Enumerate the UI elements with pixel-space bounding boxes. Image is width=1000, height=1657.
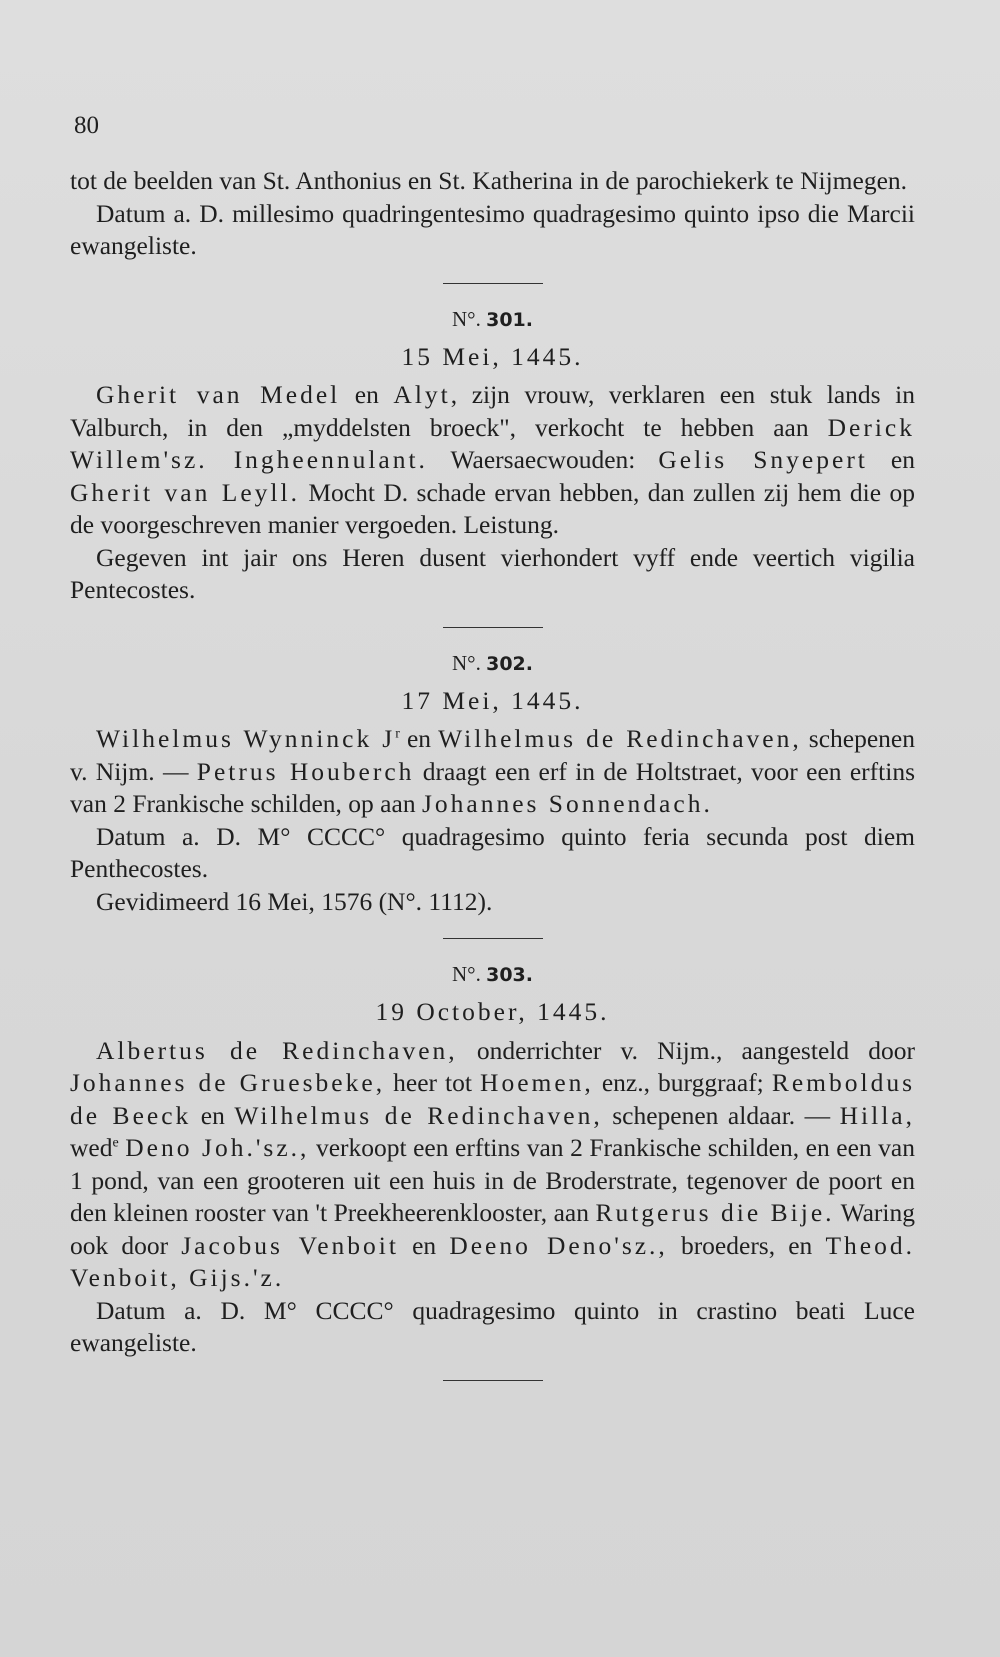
person-name: Alyt: [393, 380, 451, 409]
entry-date: 19 October, 1445.: [375, 997, 610, 1026]
text: schepenen aldaar. —: [602, 1100, 840, 1130]
entry-number-value: 301.: [486, 308, 533, 331]
entry-paragraph: [70, 1035, 915, 1295]
entry-paragraph: [70, 379, 915, 542]
section-divider: [443, 938, 543, 939]
text: schepenen v. Nijm. —: [70, 724, 915, 786]
person-name: Gherit van Leyll.: [70, 477, 300, 507]
intro-text: tot de beelden van St. Anthonius en St. Katherina in de parochiekerk te Nijmegen.: [70, 166, 908, 195]
entry-number: [70, 304, 915, 335]
text: en: [340, 380, 394, 409]
entry-302: [70, 648, 915, 919]
entry-number-value: 303.: [486, 964, 533, 986]
person-name: Derick Willem'sz. Ingheennulant.: [70, 412, 915, 474]
person-name: Deeno Deno'sz.,: [449, 1230, 668, 1260]
person-name: Wilhelmus de Redinchaven,: [234, 1100, 603, 1130]
section-divider: [443, 627, 543, 628]
page-number: 80: [74, 112, 99, 139]
person-name: Johannes Sonnendach.: [421, 789, 713, 818]
person-name: Theod. Venboit, Gijs.'z.: [70, 1230, 915, 1292]
entry-datum: Datum a. D. M° CCCC° quadragesimo quinto feria secunda post diem Penthecostes.: [70, 821, 915, 883]
section-divider: [443, 1380, 543, 1381]
text: broeders, en: [667, 1230, 826, 1260]
text: onderrichter v. Nijm., aangesteld door: [457, 1035, 915, 1065]
text: enz., burggraaf;: [593, 1068, 772, 1097]
intro-paragraph: [70, 165, 915, 198]
intro-datum: [70, 198, 915, 263]
text: verkoopt een erftins van 2 Frankische schilden, en een van 1 pond, van een grooteren uit een huis in de Broderstrate, tegenover de poort en den kleinen rooster van 't Preekheerenklooster, aan: [70, 1133, 916, 1227]
text: en: [191, 1100, 235, 1130]
entry-datum: Datum a. D. M° CCCC° quadragesimo quinto in crastino beati Luce ewangeliste.: [70, 1295, 915, 1357]
place-name: Hoemen,: [480, 1068, 594, 1097]
entry-date: 17 Mei, 1445.: [401, 685, 584, 715]
person-name: Remboldus de Beeck: [70, 1068, 915, 1130]
text: heer tot: [385, 1068, 481, 1097]
text: en: [399, 724, 439, 753]
person-name: Wilhelmus Wynninck J: [96, 724, 396, 753]
person-name: Johannes de Gruesbeke,: [70, 1068, 386, 1097]
entry-303: [70, 959, 915, 1360]
person-name: Rutgerus die Bije.: [595, 1198, 835, 1227]
person-name: Albertus de Redinchaven,: [96, 1035, 458, 1065]
text: wed: [70, 1133, 113, 1162]
person-name: Petrus Houberch: [196, 756, 415, 786]
text: Waersaecwouden:: [427, 445, 659, 474]
person-name: Deno Joh.'sz.,: [125, 1133, 310, 1162]
entry-number-prefix: N°.: [452, 650, 481, 675]
entry-number-prefix: N°.: [452, 962, 481, 986]
text: en: [867, 445, 915, 474]
text: Waring ook door: [70, 1198, 915, 1260]
section-divider: [443, 283, 543, 284]
person-name: Gelis Snyepert: [658, 445, 868, 474]
entry-number: [70, 648, 915, 679]
person-name: Jacobus Venboit: [181, 1230, 399, 1260]
person-name: Gherit van Medel: [96, 380, 341, 409]
superscript: e: [112, 1135, 119, 1151]
entry-number-prefix: N°.: [452, 306, 481, 331]
text: Mocht D. schade ervan hebben, dan zullen zij hem die op de voorgeschreven manier vergoeden. Leistung.: [70, 477, 915, 539]
text: , zijn vrouw, verklaren een stuk lands in Valburch, in den „myddelsten broeck", verkocht te hebben aan: [70, 380, 915, 442]
text: en: [398, 1230, 450, 1260]
entry-301: [70, 304, 915, 607]
superscript: r: [395, 726, 400, 742]
text: draagt een erf in de Holtstraet, voor een erftins van 2 Frankische schilden, op aan: [70, 756, 916, 818]
entry-number-value: 302.: [486, 652, 533, 675]
entry-paragraph: [70, 723, 915, 821]
intro-datum-text: Datum a. D. millesimo quadringentesimo quadragesimo quinto ipso die Marcii ewangeliste.: [70, 198, 915, 260]
entry-datum: Gegeven int jair ons Heren dusent vierhondert vyff ende veertich vigilia Pentecostes.: [70, 542, 915, 604]
page-body: [70, 165, 915, 1401]
entry-vidimus: Gevidimeerd 16 Mei, 1576 (N°. 1112).: [96, 886, 493, 916]
person-name: Wilhelmus de Redinchaven,: [438, 724, 802, 753]
entry-date: 15 Mei, 1445.: [401, 341, 584, 371]
person-name: Hilla,: [839, 1100, 916, 1130]
entry-number: [70, 959, 915, 990]
